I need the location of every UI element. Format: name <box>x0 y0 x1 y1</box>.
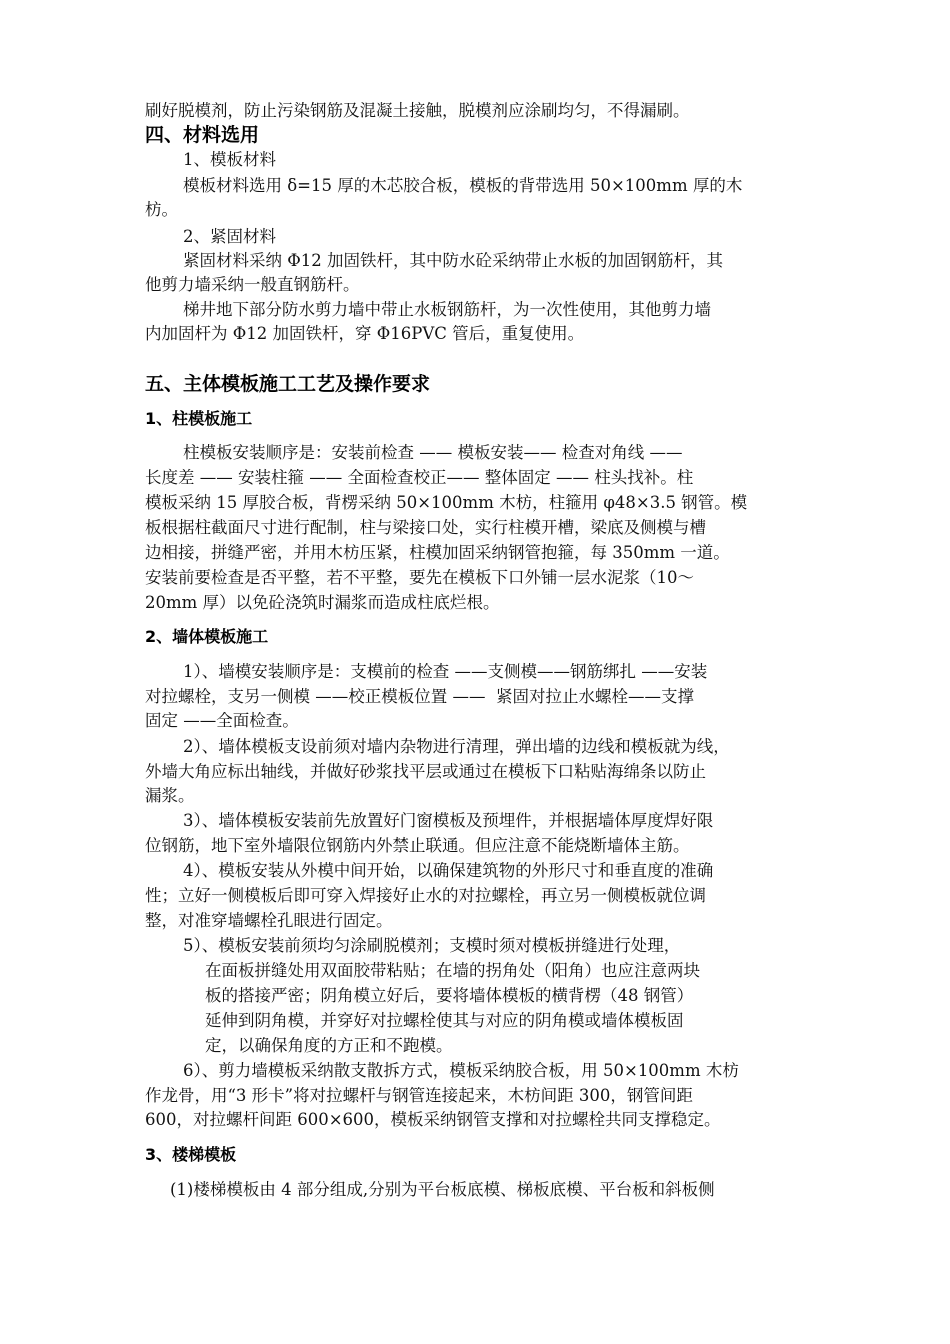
paragraph-line: 安装前要检查是否平整，若不平整，要先在模板下口外铺一层水泥浆（10～ <box>145 568 694 587</box>
paragraph-line: 20mm 厚）以免砼浇筑时漏浆而造成柱底烂根。 <box>145 593 500 612</box>
subheading-stair-formwork: 3、楼梯模板 <box>145 1145 237 1164</box>
paragraph-line: 1）、墙模安装顺序是：支模前的检查 ——支侧模——钢筋绑扎 ——安装 <box>183 662 708 681</box>
subheading-formwork-material: 1、模板材料 <box>183 150 276 169</box>
paragraph-line: 作龙骨，用“3 形卡”将对拉螺杆与钢管连接起来，木枋间距 300，钢管间距 <box>145 1086 693 1105</box>
paragraph-line: 5）、模板安装前须均匀涂刷脱模剂；支模时须对模板拼缝进行处理， <box>183 936 681 955</box>
paragraph-line: 板的搭接严密；阴角模立好后，要将墙体模板的横背楞（48 钢管） <box>205 986 694 1005</box>
paragraph-line: 他剪力墙采纳一般直钢筋杆。 <box>145 275 360 294</box>
paragraph-line: 3）、墙体模板安装前先放置好门窗模板及预埋件，并根据墙体厚度焊好限 <box>183 811 714 830</box>
paragraph-line: 模板材料选用 δ=15 厚的木芯胶合板，模板的背带选用 50×100mm 厚的木 <box>183 176 743 195</box>
subheading-fastening-material: 2、紧固材料 <box>183 227 276 246</box>
subheading-column-formwork: 1、柱模板施工 <box>145 409 253 428</box>
paragraph-line: 4）、模板安装从外模中间开始，以确保建筑物的外形尺寸和垂直度的准确 <box>183 861 714 880</box>
paragraph-line: 紧固材料采纳 Φ12 加固铁杆，其中防水砼采纳带止水板的加固钢筋杆，其 <box>183 251 724 270</box>
paragraph-line: 板根据柱截面尺寸进行配制，柱与梁接口处，实行柱模开槽，梁底及侧模与槽 <box>145 518 706 537</box>
paragraph-line: 模板采纳 15 厚胶合板，背楞采纳 50×100mm 木枋，柱箍用 φ48×3.5 钢管。模 <box>145 493 748 512</box>
paragraph-line: 边相接，拼缝严密，并用木枋压紧，柱模加固采纳钢管抱箍，每 350mm 一道。 <box>145 543 730 562</box>
paragraph-line: 漏浆。 <box>145 786 195 805</box>
section-heading-construction: 五、主体模板施工工艺及操作要求 <box>145 373 431 395</box>
paragraph-line: 延伸到阴角模，并穿好对拉螺栓使其与对应的阴角模或墙体模板固 <box>205 1011 684 1030</box>
subheading-wall-formwork: 2、墙体模板施工 <box>145 627 269 646</box>
paragraph-line: 2）、墙体模板支设前须对墙内杂物进行清理，弹出墙的边线和模板就为线， <box>183 737 730 756</box>
paragraph-line: 600，对拉螺杆间距 600×600，模板采纳钢管支撑和对拉螺栓共同支撑稳定。 <box>145 1110 721 1129</box>
paragraph-line: 长度差 —— 安装柱箍 —— 全面检查校正—— 整体固定 —— 柱头找补。柱 <box>145 468 694 487</box>
paragraph-line: 定，以确保角度的方正和不跑模。 <box>205 1036 453 1055</box>
paragraph-line: 枋。 <box>145 200 178 219</box>
paragraph-line: 对拉螺栓，支另一侧模 ——校正模板位置 —— 紧固对拉止水螺栓——支撑 <box>145 687 694 706</box>
paragraph-line: 内加固杆为 Φ12 加固铁杆，穿 Φ16PVC 管后，重复使用。 <box>145 324 585 343</box>
paragraph-line: 梯井地下部分防水剪力墙中带止水板钢筋杆，为一次性使用，其他剪力墙 <box>183 300 711 319</box>
paragraph-line: (1)楼梯模板由 4 部分组成,分别为平台板底模、梯板底模、平台板和斜板侧 <box>170 1180 715 1199</box>
paragraph-line: 刷好脱模剂，防止污染钢筋及混凝土接触，脱模剂应涂刷均匀，不得漏刷。 <box>145 101 690 120</box>
paragraph-line: 整，对准穿墙螺栓孔眼进行固定。 <box>145 911 393 930</box>
section-heading-materials: 四、材料选用 <box>145 124 260 146</box>
paragraph-line: 外墙大角应标出轴线，并做好砂浆找平层或通过在模板下口粘贴海绵条以防止 <box>145 762 706 781</box>
paragraph-line: 柱模板安装顺序是：安装前检查 —— 模板安装—— 检查对角线 —— <box>183 443 683 462</box>
paragraph-line: 性；立好一侧模板后即可穿入焊接好止水的对拉螺栓，再立另一侧模板就位调 <box>145 886 706 905</box>
paragraph-line: 位钢筋，地下室外墙限位钢筋内外禁止联通。但应注意不能烧断墙体主筋。 <box>145 836 690 855</box>
paragraph-line: 在面板拼缝处用双面胶带粘贴；在墙的拐角处（阳角）也应注意两块 <box>205 961 700 980</box>
paragraph-line: 6）、剪力墙模板采纳散支散拆方式，模板采纳胶合板，用 50×100mm 木枋 <box>183 1061 739 1080</box>
paragraph-line: 固定 ——全面检查。 <box>145 711 299 730</box>
